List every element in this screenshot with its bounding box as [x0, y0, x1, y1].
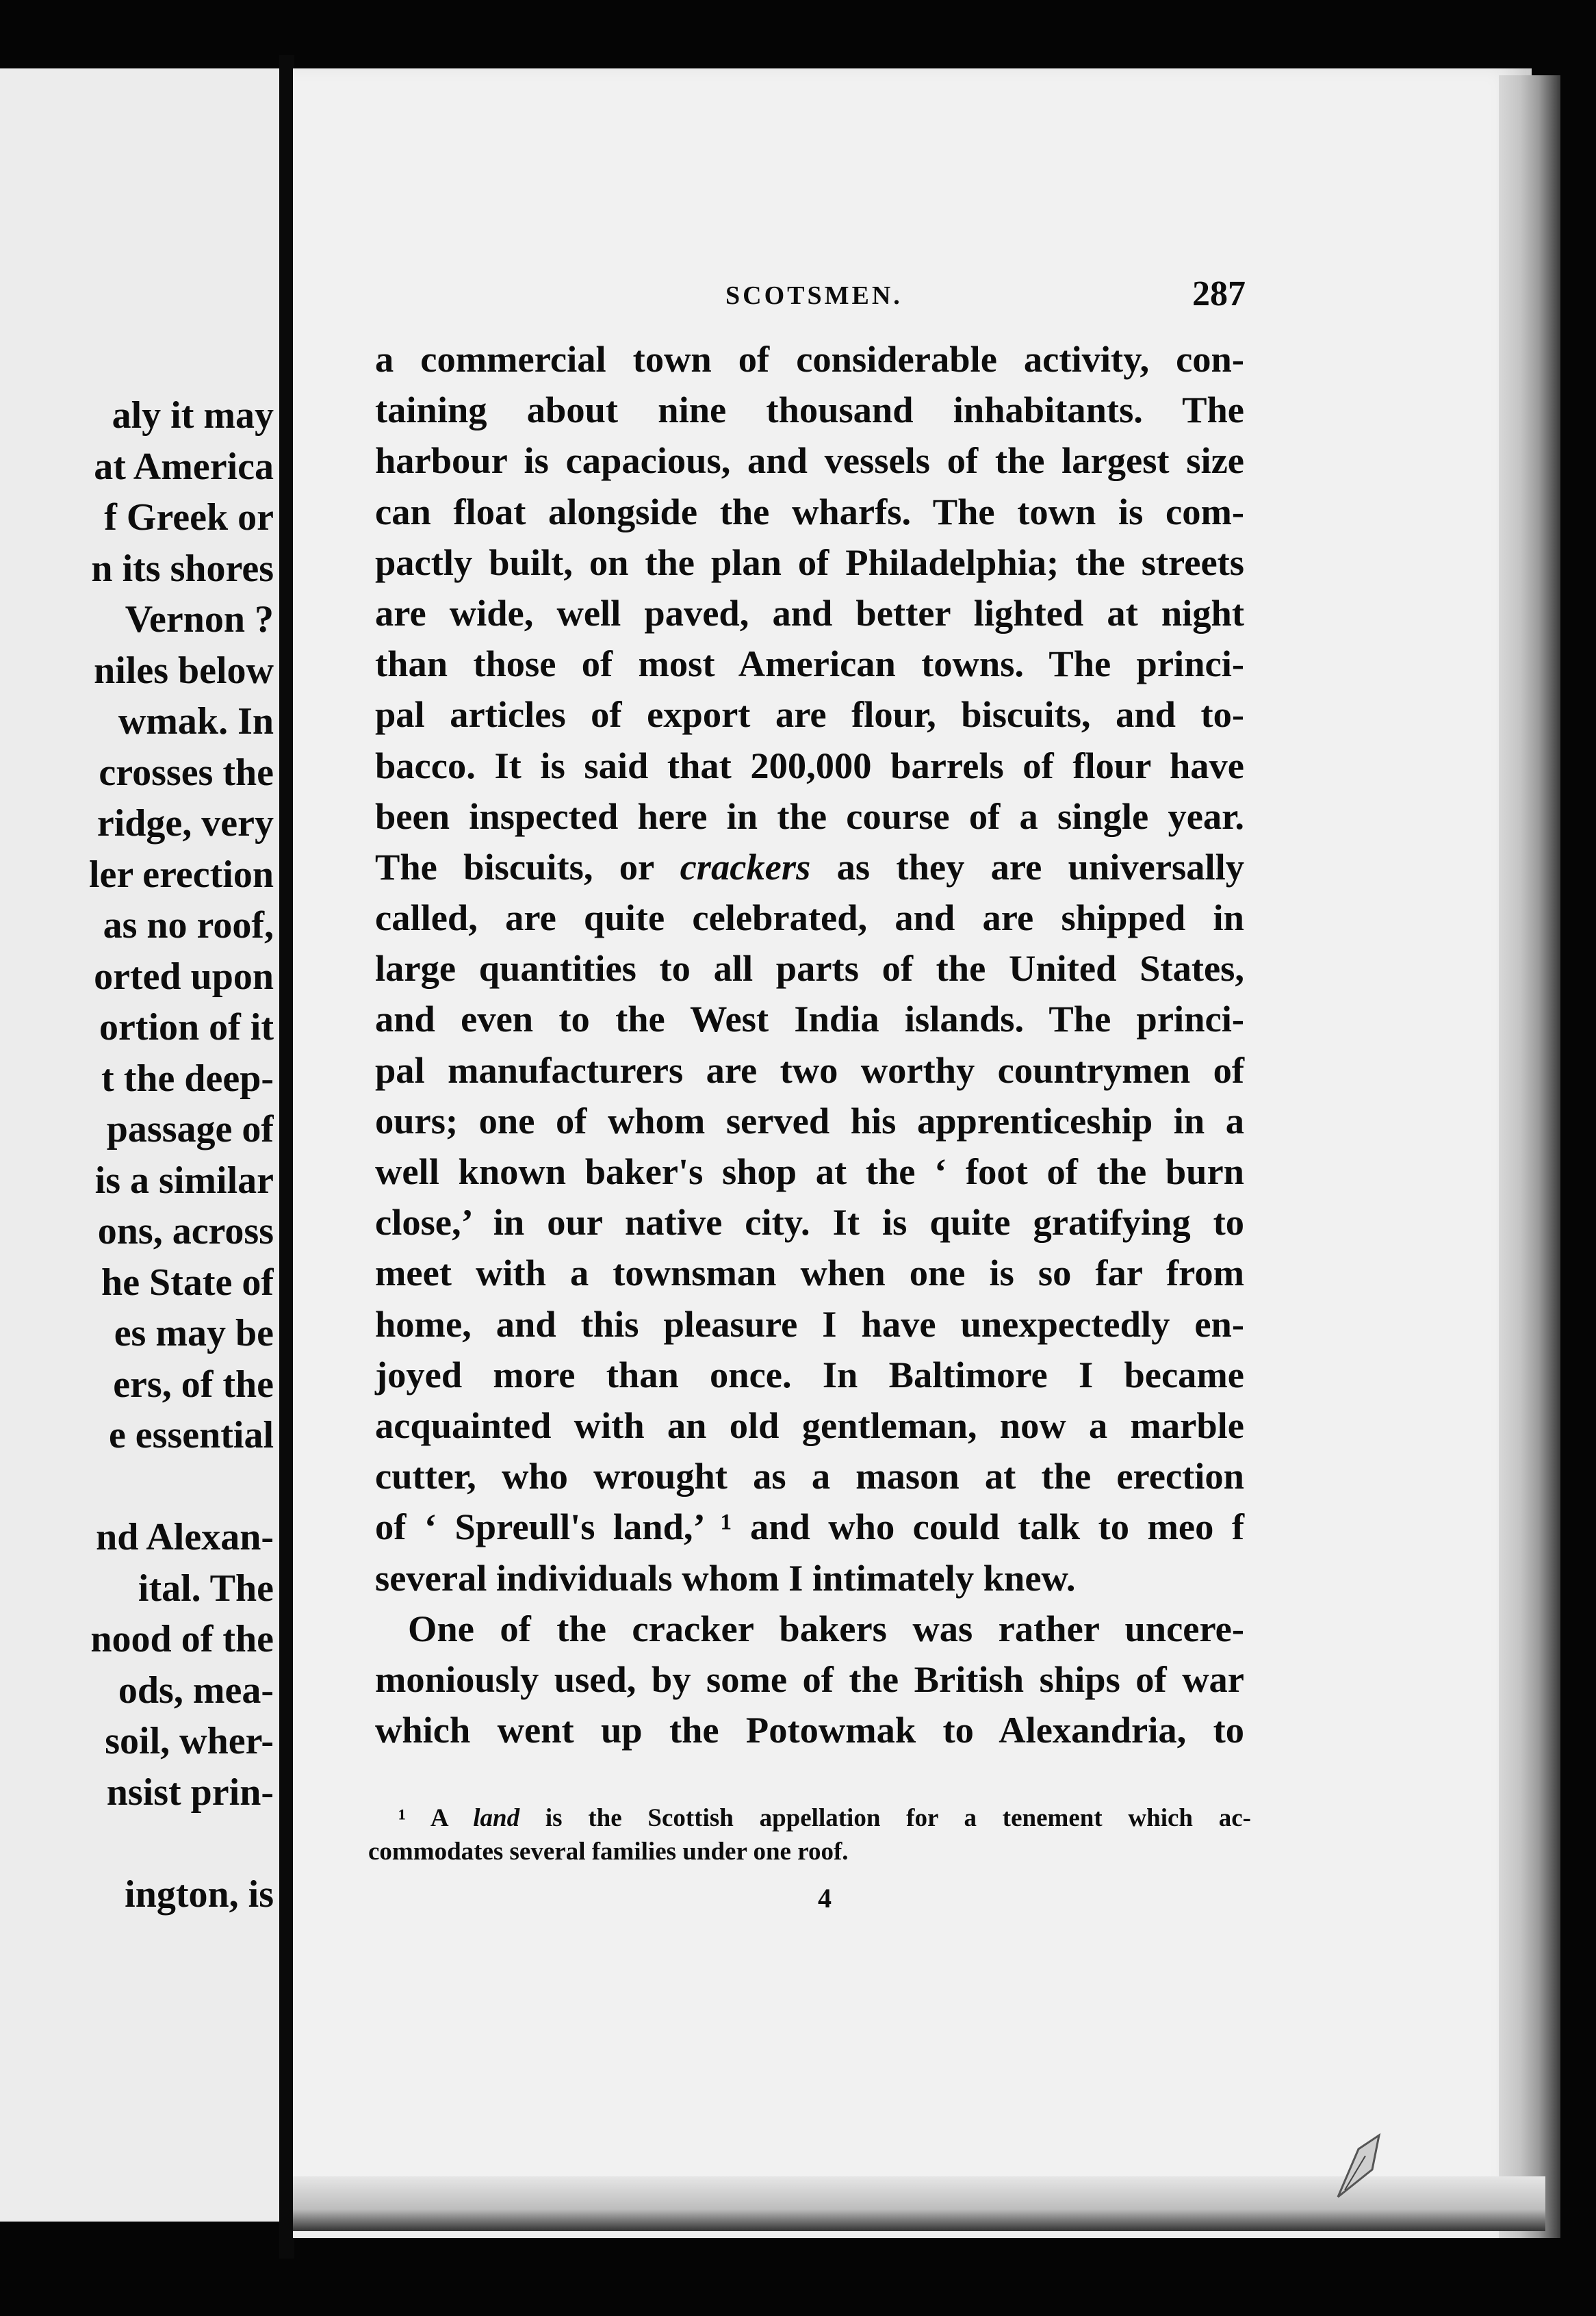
text-line: called, are quite celebrated, and are shipped in	[375, 897, 1244, 939]
left-page-line: ortion of it	[99, 1006, 274, 1048]
left-page-line: aly it may	[112, 394, 274, 437]
left-page	[0, 68, 281, 2222]
text-line: meet with a townsman when one is so far from	[375, 1252, 1244, 1294]
left-page-line: es may be	[114, 1312, 274, 1354]
left-page-line: Vernon ?	[125, 598, 274, 641]
left-page-line: ods, mea-	[118, 1669, 274, 1712]
left-page-line: passage of	[106, 1108, 274, 1150]
left-page-text-clip	[0, 68, 274, 2222]
left-page-line: ridge, very	[96, 802, 274, 845]
book-gutter	[279, 55, 294, 2259]
left-page-line: ons, across	[97, 1210, 274, 1252]
text-line: been inspected here in the course of a single year.	[375, 795, 1244, 837]
left-page-line	[0, 1818, 274, 1869]
text-line: can float alongside the wharfs. The town is com-	[375, 490, 1244, 532]
text-line: bacco. It is said that 200,000 barrels of flour have	[375, 744, 1244, 786]
text-line: a commercial town of considerable activity, con-	[375, 338, 1244, 380]
left-page-line: ital. The	[138, 1567, 274, 1610]
text-line: pactly built, on the plan of Philadelphia; the streets	[375, 541, 1244, 583]
page-fold-mark	[1331, 2128, 1393, 2204]
left-page-line: wmak. In	[118, 700, 274, 743]
signature-mark: 4	[818, 1883, 832, 1914]
left-page-line: f Greek or	[104, 496, 274, 539]
text-line: several individuals whom I intimately knew.	[375, 1556, 1076, 1599]
main-text	[375, 334, 1244, 1755]
text-line: than those of most American towns. The princi-	[375, 643, 1244, 685]
text-line: moniously used, by some of the British ships of war	[375, 1658, 1244, 1700]
text-line: and even to the West India islands. The princi-	[375, 998, 1244, 1040]
text-line: joyed more than once. In Baltimore I became	[375, 1353, 1244, 1395]
text-line: cutter, who wrought as a mason at the erection	[375, 1455, 1244, 1497]
left-page-line: at America	[94, 445, 274, 488]
left-page-line: ington, is	[125, 1873, 274, 1916]
left-page-line: t the deep-	[101, 1057, 274, 1100]
text-line: pal manufacturers are two worthy countrymen of	[375, 1048, 1244, 1091]
footnote	[368, 1801, 1251, 1868]
footnote-line: commodates several families under one roof.	[368, 1838, 849, 1866]
left-page-line: ers, of the	[113, 1363, 274, 1406]
left-page-text	[0, 390, 274, 1920]
left-page-line: ler erection	[88, 853, 274, 896]
left-page-line: n its shores	[91, 547, 274, 590]
left-page-line	[0, 1461, 274, 1513]
text-line: are wide, well paved, and better lighted at night	[375, 591, 1244, 634]
left-page-line: nd Alexan-	[96, 1516, 274, 1558]
italic-word: crackers	[680, 845, 811, 888]
text-line: close,’ in our native city. It is quite gratifying to	[375, 1201, 1244, 1244]
left-page-line: e essential	[108, 1414, 274, 1456]
page-header	[370, 274, 1246, 322]
text-line: acquainted with an old gentleman, now a marble	[375, 1404, 1244, 1446]
text-line: taining about nine thousand inhabitants. The	[375, 389, 1244, 431]
left-page-line: nood of the	[90, 1618, 274, 1660]
text-line: large quantities to all parts of the United States,	[375, 947, 1244, 990]
text-line: The biscuits, or crackers as they are universally	[375, 845, 1245, 888]
text-line: harbour is capacious, and vessels of the largest size	[375, 439, 1244, 482]
left-page-line: orted upon	[94, 955, 274, 998]
text-line: home, and this pleasure I have unexpectedly en-	[375, 1302, 1244, 1345]
left-page-line: as no roof,	[103, 904, 274, 947]
running-head: SCOTSMEN.	[725, 281, 903, 310]
text-line: ours; one of whom served his apprenticeship in a	[375, 1099, 1244, 1142]
text-line: which went up the Potowmak to Alexandria, to	[375, 1709, 1244, 1751]
left-page-line: nsist prin-	[106, 1771, 274, 1814]
left-page-line: niles below	[94, 649, 274, 692]
italic-word: land	[473, 1804, 520, 1832]
left-page-line: he State of	[101, 1261, 274, 1304]
left-page-line: crosses the	[99, 751, 274, 794]
text-line: well known baker's shop at the ‘ foot of the burn	[375, 1150, 1244, 1192]
text-line: One of the cracker bakers was rather uncere-	[408, 1607, 1244, 1649]
text-line: of ‘ Spreull's land,’ ¹ and who could talk to meo f	[375, 1506, 1244, 1548]
page-edge	[1499, 75, 1560, 2238]
footnote-line: ¹ A land is the Scottish appellation for a tenement which ac-	[398, 1804, 1252, 1832]
left-page-line: is a similar	[94, 1159, 274, 1202]
text-line: pal articles of export are flour, biscuits, and to-	[375, 693, 1244, 736]
page-number: 287	[1192, 274, 1246, 313]
left-page-line: soil, wher-	[105, 1720, 274, 1762]
